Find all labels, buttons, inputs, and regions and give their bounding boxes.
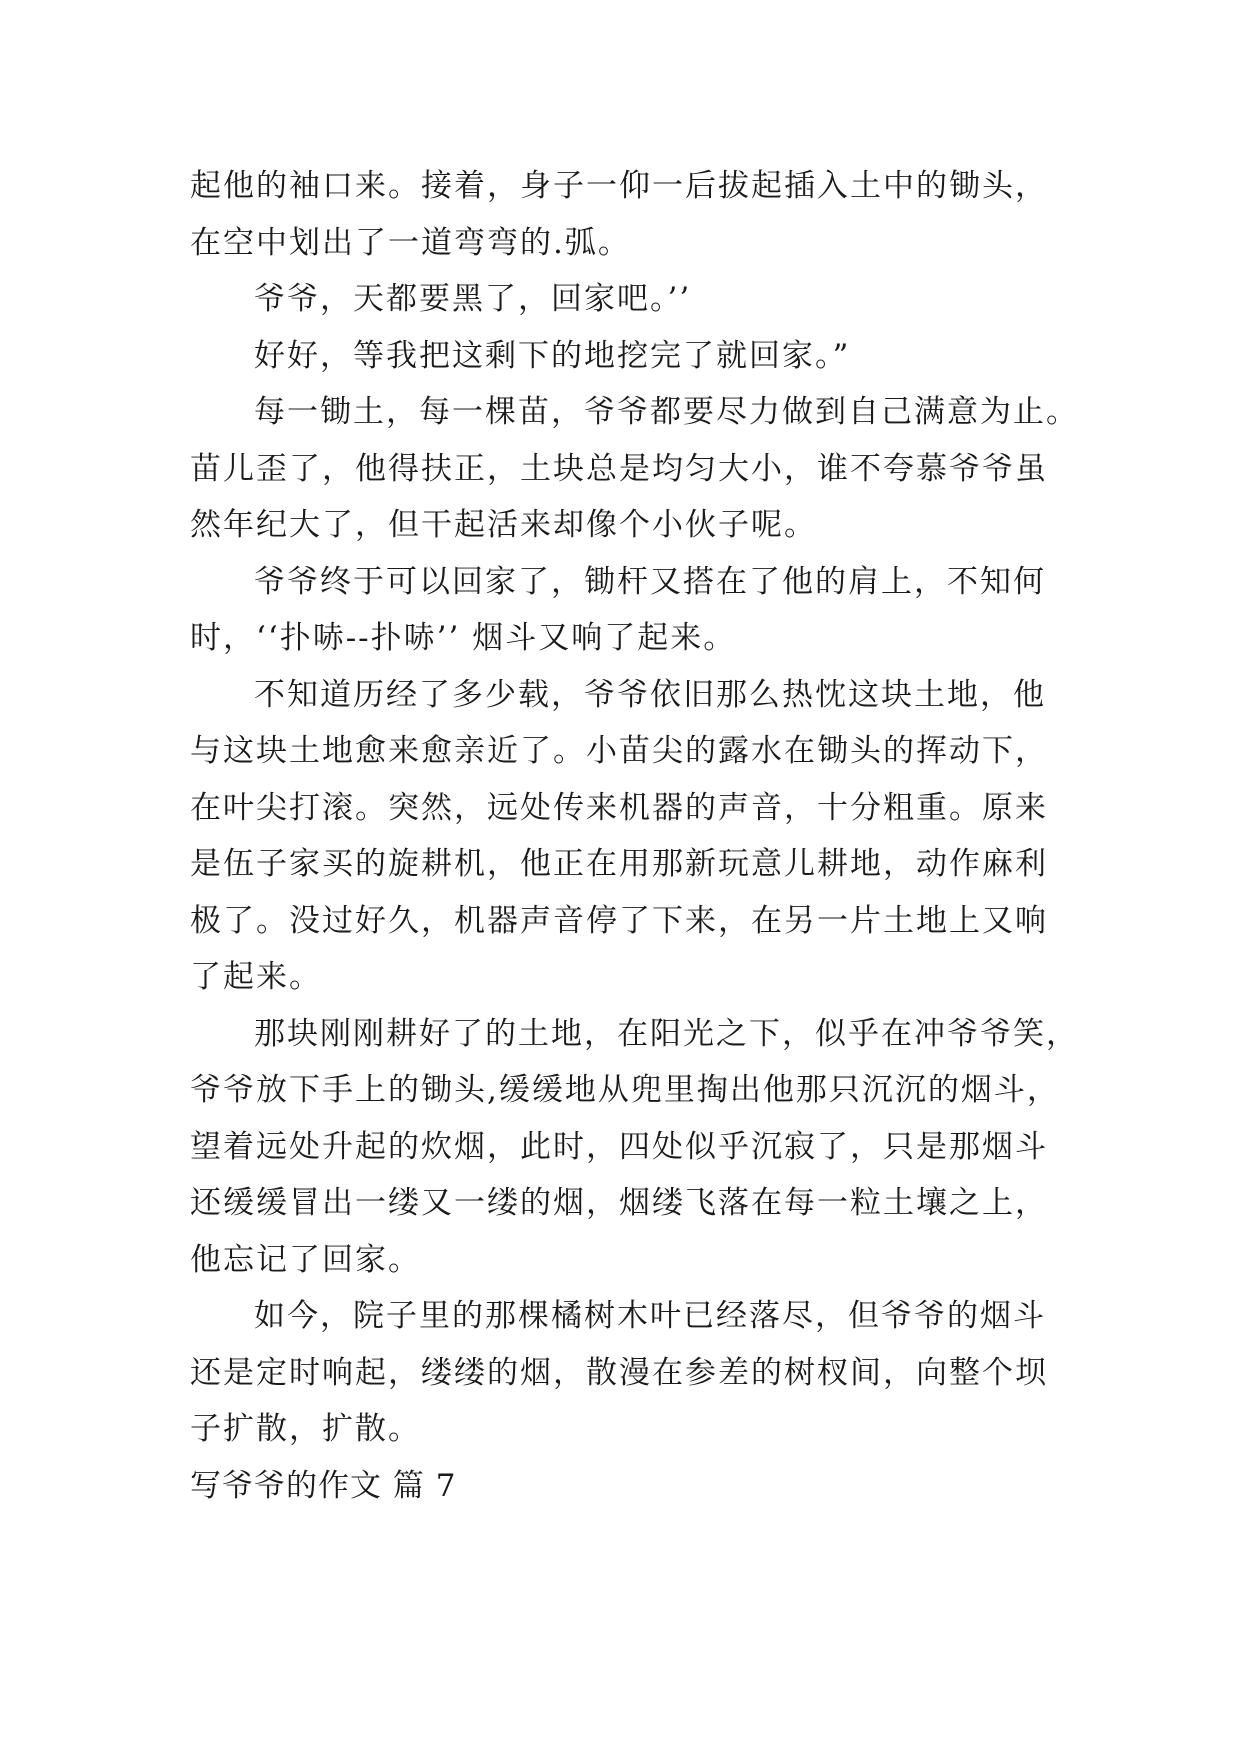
text-line: 苗儿歪了，他得扶正，土块总是均匀大小，谁不夸慕爷爷虽 [190,450,1048,487]
document-body [190,158,1079,1514]
text-line: 望着远处升起的炊烟，此时，四处似乎沉寂了，只是那烟斗 [190,1128,1048,1165]
text-line: 不知道历经了多少载，爷爷依旧那么热忱这块土地，他 [254,676,1046,713]
text-line: 还是定时响起，缕缕的烟，散漫在参差的树杈间，向整个坝 [190,1354,1048,1391]
text-line: 子扩散，扩散。 [190,1411,421,1447]
text-line: 在叶尖打滚。突然，远处传来机器的声音，十分粗重。原来 [190,789,1048,826]
text-line: 每一锄土，每一棵苗，爷爷都要尽力做到自己满意为止。 [254,394,1079,430]
text-line: 了起来。 [190,959,322,995]
text-line: 时，‘‘扑哧--扑哧’’ 烟斗又响了起来。 [190,620,737,656]
text-line: 爷爷终于可以回家了，锄杆又搭在了他的肩上，不知何 [254,563,1046,600]
text-line: 与这块土地愈来愈亲近了。小苗尖的露水在锄头的挥动下， [190,733,1048,769]
text-line: 爷爷，天都要黑了，回家吧。’’ [254,281,692,317]
text-line: 在空中划出了一道弯弯的.弧。 [190,224,631,261]
section-heading: 写爷爷的作文 篇 7 [190,1467,457,1504]
text-line: 极了。没过好久，机器声音停了下来，在另一片土地上又响 [190,902,1048,939]
text-line: 如今，院子里的那棵橘树木叶已经落尽，但爷爷的烟斗 [254,1298,1046,1334]
text-line: 是伍子家买的旋耕机，他正在用那新玩意儿耕地，动作麻利 [190,846,1048,882]
text-line: 那块刚刚耕好了的土地，在阳光之下，似乎在冲爷爷笑， [254,1015,1079,1052]
text-line: 爷爷放下手上的锄头,缓缓地从兜里掏出他那只沉沉的烟斗， [190,1072,1060,1108]
text-line: 好好，等我把这剩下的地挖完了就回家。” [254,337,851,374]
text-line: 然年纪大了，但干起活来却像个小伙子呢。 [190,507,817,543]
text-line: 他忘记了回家。 [190,1241,421,1278]
text-line: 还缓缓冒出一缕又一缕的烟，烟缕飞落在每一粒土壤之上， [190,1185,1048,1221]
text-line: 起他的袖口来。接着，身子一仰一后拔起插入土中的锄头， [190,168,1048,204]
